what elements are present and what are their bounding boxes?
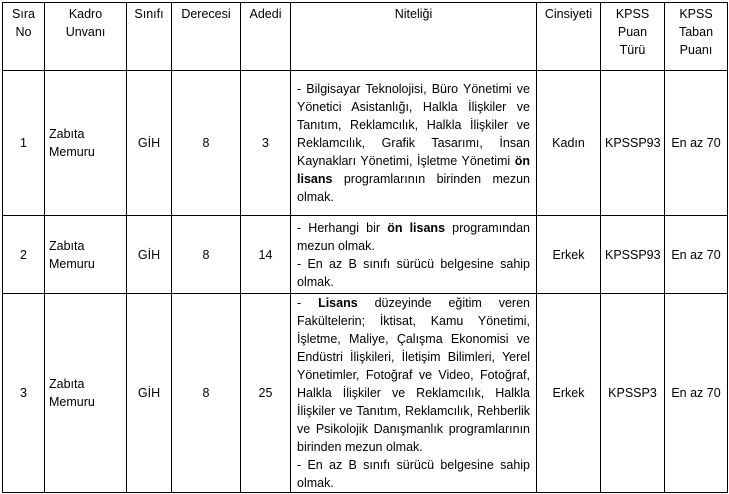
cell-taban-puani: En az 70 — [665, 216, 728, 294]
niteligi-text: - — [297, 296, 302, 310]
cell-kadro-unvani: Zabıta Memuru — [45, 294, 127, 493]
table-row — [3, 71, 728, 216]
cell-puan-turu: KPSSP3 — [601, 294, 665, 493]
niteligi-bold: ön lisans — [387, 220, 446, 235]
header-sira: Sıra No — [3, 3, 45, 71]
cell-niteligi — [291, 294, 537, 493]
cell-taban-puani: En az 70 — [665, 71, 728, 216]
table-row — [3, 216, 728, 294]
niteligi-bold: Lisans — [318, 296, 358, 310]
cell-taban-puani: En az 70 — [665, 294, 728, 493]
cell-sinifi: GİH — [127, 216, 172, 294]
header-kadro-unvani: Kadro Unvanı — [45, 3, 127, 71]
niteligi-text: - En az B sınıfı sürücü belgesine sahip olmak. — [297, 458, 530, 490]
header-taban-puani: KPSS Taban Puanı — [665, 3, 728, 71]
cell-niteligi — [291, 71, 537, 216]
niteligi-text: - En az B sınıfı sürücü belgesine sahip olmak. — [297, 256, 530, 289]
cell-cinsiyeti: Kadın — [537, 71, 601, 216]
cell-puan-turu: KPSSP93 — [601, 216, 665, 294]
niteligi-line — [297, 219, 530, 255]
cell-sinifi: GİH — [127, 294, 172, 493]
cell-adedi: 3 — [241, 71, 291, 216]
header-derecesi: Derecesi — [172, 3, 241, 71]
niteligi-bold: ön lisans — [297, 154, 530, 186]
cell-adedi: 25 — [241, 294, 291, 493]
header-adedi: Adedi — [241, 3, 291, 71]
header-row — [3, 3, 728, 71]
header-sinifi: Sınıfı — [127, 3, 172, 71]
header-niteligi: Niteliği — [291, 3, 537, 71]
cell-sira: 1 — [3, 71, 45, 216]
cell-sinifi: GİH — [127, 71, 172, 216]
niteligi-text: - Herhangi bir — [297, 220, 381, 235]
cell-adedi: 14 — [241, 216, 291, 294]
niteligi-line — [297, 294, 530, 456]
cell-sira: 2 — [3, 216, 45, 294]
header-puan-turu: KPSS Puan Türü — [601, 3, 665, 71]
cell-derecesi: 8 — [172, 294, 241, 493]
niteligi-text: düzeyinde eğitim veren Fakültelerin; İktisat, Kamu Yönetimi, İşletme, Maliye, Çalışma Ekonomisi ve Endüstri İlişkileri, İletişim Bilimleri, Yerel Yönetimler, Fotoğraf ve Video, Fotoğraf, Halkla İlişkiler ve Reklamcılık, Halkla İlişkiler ve Tanıtım, Reklamcılık, Rehberlik ve Psikolojik Danışmanlık programlarının birinden mezun olmak. — [297, 296, 530, 454]
cell-derecesi: 8 — [172, 71, 241, 216]
positions-table — [2, 2, 728, 493]
cell-kadro-unvani: Zabıta Memuru — [45, 71, 127, 216]
cell-niteligi — [291, 216, 537, 294]
cell-sira: 3 — [3, 294, 45, 493]
niteligi-text: - Bilgisayar Teknolojisi, Büro Yönetimi ve Yönetici Asistanlığı, Halkla İlişkiler ve Tanıtım, Reklamcılık, Halkla İlişkiler ve Reklamcılık, Grafik Tasarımı, İnsan Kaynakları Yönetimi, İşletme Yönetimi — [297, 82, 530, 168]
cell-puan-turu: KPSSP93 — [601, 71, 665, 216]
header-cinsiyeti: Cinsiyeti — [537, 3, 601, 71]
niteligi-text: programından mezun olmak. — [297, 220, 530, 253]
cell-derecesi: 8 — [172, 216, 241, 294]
cell-kadro-unvani: Zabıta Memuru — [45, 216, 127, 294]
cell-cinsiyeti: Erkek — [537, 216, 601, 294]
niteligi-text: programlarının birinden mezun olmak. — [297, 172, 530, 204]
table-row — [3, 294, 728, 493]
cell-cinsiyeti: Erkek — [537, 294, 601, 493]
